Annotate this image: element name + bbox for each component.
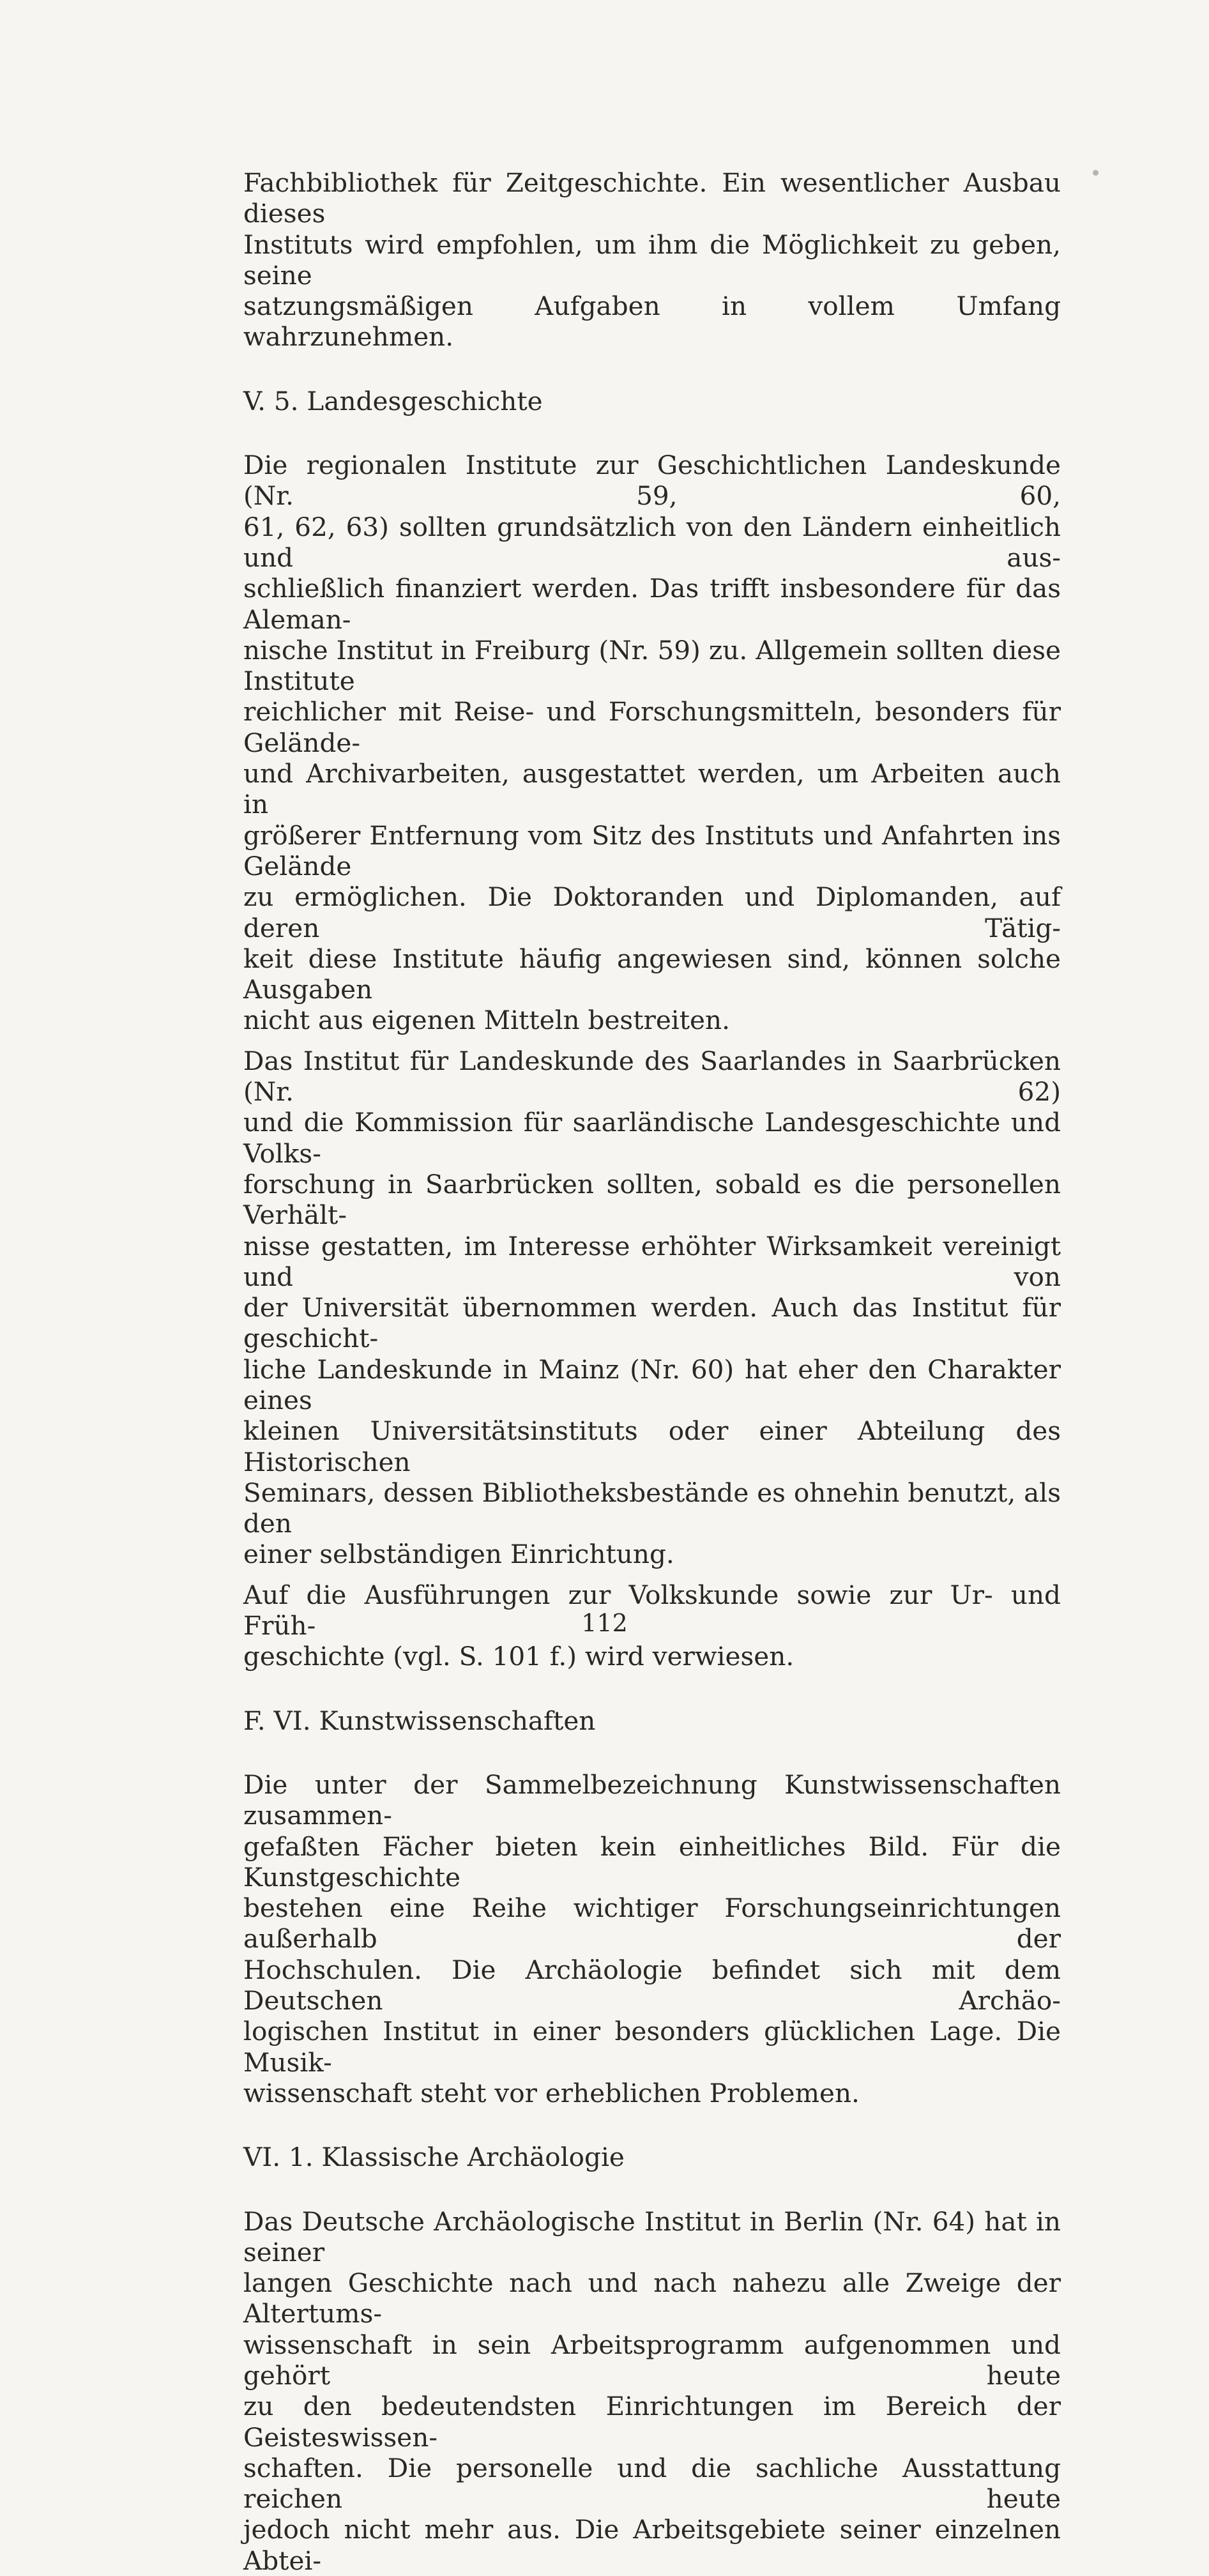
section-heading-kunstwissenschaften: F. VI. Kunstwissenschaften	[243, 1705, 596, 1736]
text-line: satzungsmäßigen Aufgaben in vollem Umfang wahrzunehmen.	[243, 291, 1061, 353]
text-line: nicht aus eigenen Mitteln bestreiten.	[243, 1005, 730, 1036]
page-number: 112	[581, 1609, 628, 1637]
page-body	[243, 167, 1061, 2576]
text-line: forschung in Saarbrücken sollten, sobald es die personellen Verhält-	[243, 1168, 1061, 1231]
text-line: gefaßten Fächer bieten kein einheitliches Bild. Für die Kunstgeschichte	[243, 1831, 1061, 1893]
paragraph-1	[243, 167, 1061, 353]
paragraph-5	[243, 1769, 1061, 2108]
text-line: Das Deutsche Archäologische Institut in Berlin (Nr. 64) hat in seiner	[243, 2206, 1061, 2267]
text-line: nisse gestatten, im Interesse erhöhter Wirksamkeit vereinigt und von	[243, 1230, 1061, 1292]
text-line: 61, 62, 63) sollten grundsätzlich von den Ländern einheitlich und aus-	[243, 511, 1061, 573]
text-line: Hochschulen. Die Archäologie befindet sich mit dem Deutschen Archäo-	[243, 1954, 1061, 2016]
text-line: Die regionalen Institute zur Geschichtlichen Landeskunde (Nr. 59, 60,	[243, 450, 1061, 512]
text-line: der Universität übernommen werden. Auch das Institut für geschicht-	[243, 1292, 1061, 1354]
paragraph-6	[243, 2206, 1061, 2576]
text-line: wissenschaft steht vor erheblichen Problemen.	[243, 2077, 860, 2108]
text-line: keit diese Institute häufig angewiesen sind, können solche Ausgaben	[243, 943, 1061, 1005]
text-line: größerer Entfernung vom Sitz des Instituts und Anfahrten ins Gelände	[243, 819, 1061, 881]
text-line: logischen Institut in einer besonders glücklichen Lage. Die Musik-	[243, 2016, 1061, 2078]
text-line: wissenschaft in sein Arbeitsprogramm aufgenommen und gehört heute	[243, 2329, 1061, 2391]
text-line: Das Institut für Landeskunde des Saarlandes in Saarbrücken (Nr. 62)	[243, 1045, 1061, 1108]
text-line: bestehen eine Reihe wichtiger Forschungseinrichtungen außerhalb der	[243, 1893, 1061, 1955]
text-line: reichlicher mit Reise- und Forschungsmitteln, besonders für Gelände-	[243, 696, 1061, 758]
section-heading-landesgeschichte: V. 5. Landesgeschichte	[243, 385, 543, 416]
paragraph-2	[243, 450, 1061, 1036]
paper-speck	[1093, 170, 1099, 176]
text-line: nische Institut in Freiburg (Nr. 59) zu. Allgemein sollten diese Institute	[243, 634, 1061, 697]
text-line: einer selbständigen Einrichtung.	[243, 1539, 674, 1570]
text-line: Seminars, dessen Bibliotheksbestände es ohnehin benutzt, als den	[243, 1477, 1061, 1539]
text-line: zu den bedeutendsten Einrichtungen im Bereich der Geisteswissen-	[243, 2391, 1061, 2453]
text-line: langen Geschichte nach und nach nahezu alle Zweige der Altertums-	[243, 2267, 1061, 2329]
text-line: jedoch nicht mehr aus. Die Arbeitsgebiete seiner einzelnen Abtei-	[243, 2514, 1061, 2576]
text-line: Instituts wird empfohlen, um ihm die Möglichkeit zu geben, seine	[243, 229, 1061, 291]
text-line: und Archivarbeiten, ausgestattet werden, um Arbeiten auch in	[243, 758, 1061, 820]
text-line: schließlich finanziert werden. Das trifft insbesondere für das Aleman-	[243, 573, 1061, 635]
text-line: zu ermöglichen. Die Doktoranden und Diplomanden, auf deren Tätig-	[243, 881, 1061, 943]
text-line: Fachbibliothek für Zeitgeschichte. Ein wesentlicher Ausbau dieses	[243, 167, 1061, 229]
text-line: schaften. Die personelle und die sachliche Ausstattung reichen heute	[243, 2452, 1061, 2515]
section-heading-klassische-archaeologie: VI. 1. Klassische Archäologie	[243, 2142, 625, 2173]
text-line: geschichte (vgl. S. 101 f.) wird verwiesen.	[243, 1641, 795, 1672]
text-line: liche Landeskunde in Mainz (Nr. 60) hat eher den Charakter eines	[243, 1353, 1061, 1415]
text-line: kleinen Universitätsinstituts oder einer Abteilung des Historischen	[243, 1415, 1061, 1477]
text-line: und die Kommission für saarländische Landesgeschichte und Volks-	[243, 1107, 1061, 1169]
text-line: Die unter der Sammelbezeichnung Kunstwissenschaften zusammen-	[243, 1769, 1061, 1831]
paragraph-3	[243, 1046, 1061, 1570]
text-line: Auf die Ausführungen zur Volkskunde sowie zur Ur- und Früh-	[243, 1579, 1061, 1642]
